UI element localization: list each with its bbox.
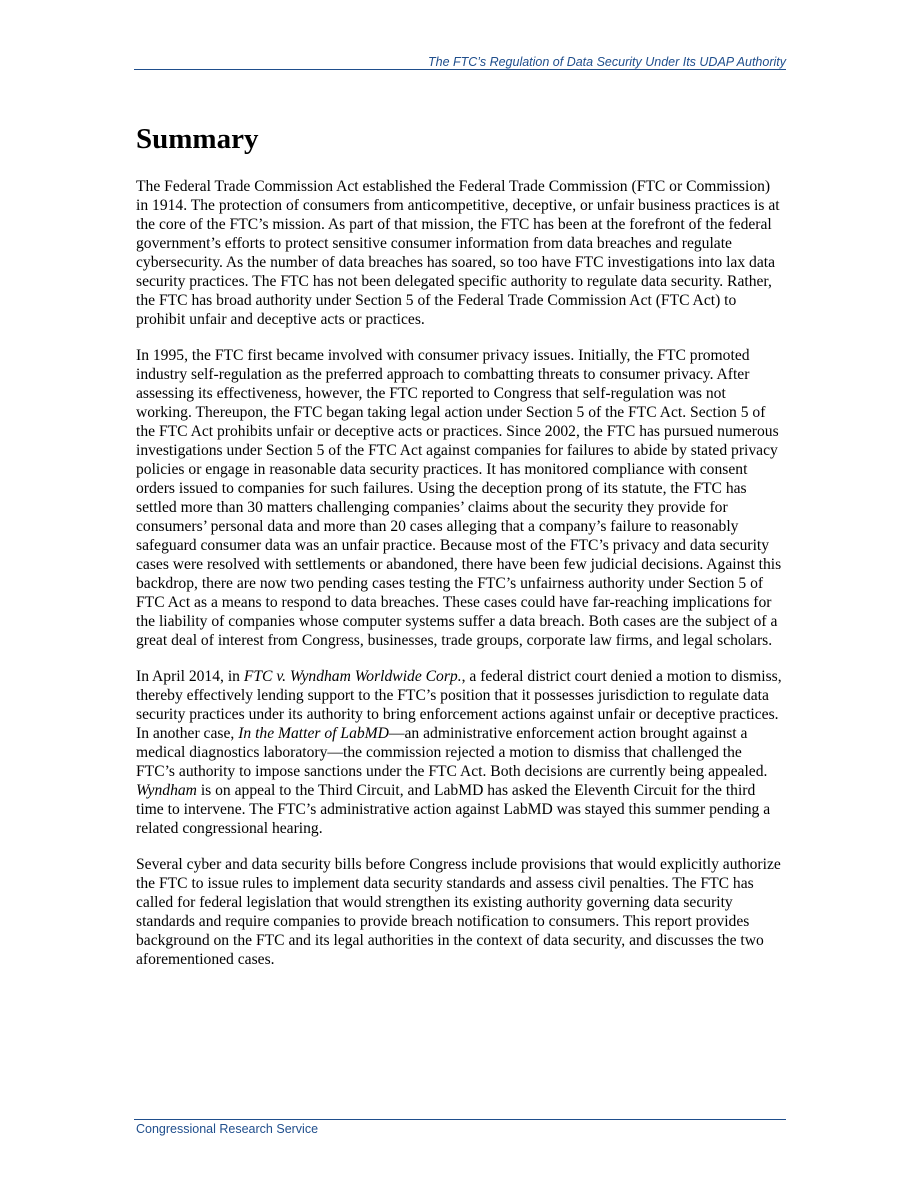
header-divider: [134, 69, 786, 70]
running-header: The FTC’s Regulation of Data Security Under Its UDAP Authority: [427, 55, 786, 69]
paragraph-2: In 1995, the FTC first became involved with consumer privacy issues. Initially, the FTC promoted industry self-regulation as the preferred approach to combatting threats to consumer privacy. After assessing its effectiveness, however, the FTC reported to Congress that self-regulation was not working. Thereupon, the FTC began taking legal action under Section 5 of the FTC Act. Section 5 of the FTC Act prohibits unfair or deceptive acts or practices. Since 2002, the FTC has pursued numerous investigations under Section 5 of the FTC Act against companies for failures to abide by stated privacy policies or engage in reasonable data security practices. It has monitored compliance with consent orders issued to companies for such failures. Using the deception prong of its statute, the FTC has settled more than 30 matters challenging companies’ claims about the security they provide for consumers’ personal data and more than 20 cases alleging that a company’s failure to reasonably safeguard consumer data was an unfair practice. Because most of the FTC’s privacy and data security cases were resolved with settlements or abandoned, there have been few judicial decisions. Against this backdrop, there are now two pending cases testing the FTC’s unfairness authority under Section 5 of FTC Act as a means to respond to data breaches. These cases could have far-reaching implications for the liability of companies whose computer systems suffer a data breach. Both cases are the subject of a great deal of interest from Congress, businesses, trade groups, corporate law firms, and legal scholars.: [136, 347, 782, 649]
case-citation-wyndham: Wyndham: [136, 782, 197, 799]
summary-body: [136, 177, 784, 986]
paragraph-3-text: In April 2014, in: [136, 668, 244, 685]
case-citation-labmd: In the Matter of LabMD: [238, 725, 389, 742]
footer-publisher: Congressional Research Service: [136, 1122, 319, 1136]
paragraph-3-text: —an administrative enforcement action brought against a medical diagnostics laboratory—the commission rejected a motion to dismiss that challenged the FTC’s authority to impose sanctions under the FTC Act. Both decisions are currently being appealed.: [136, 725, 768, 780]
paragraph-3: [136, 667, 784, 838]
paragraph-3-text: , a federal district court denied a motion to dismiss, thereby effectively lending support to the FTC’s position that it possesses jurisdiction to regulate data security practices under its authority to bring enforcement actions against unfair or deceptive practices. In another case,: [136, 668, 782, 742]
case-citation-wyndham-corp: FTC v. Wyndham Worldwide Corp.: [243, 668, 462, 685]
page-title: Summary: [136, 123, 259, 155]
paragraph-1: The Federal Trade Commission Act established the Federal Trade Commission (FTC or Commission) in 1914. The protection of consumers from anticompetitive, deceptive, or unfair business practices is at the core of the FTC’s mission. As part of that mission, the FTC has been at the forefront of the federal government’s efforts to protect sensitive consumer information from data breaches and regulate cybersecurity. As the number of data breaches has soared, so too have FTC investigations into lax data security practices. The FTC has not been delegated specific authority to regulate data security. Rather, the FTC has broad authority under Section 5 of the Federal Trade Commission Act (FTC Act) to prohibit unfair and deceptive acts or practices.: [136, 178, 780, 328]
paragraph-4: Several cyber and data security bills before Congress include provisions that would explicitly authorize the FTC to issue rules to implement data security standards and assess civil penalties. The FTC has called for federal legislation that would strengthen its existing authority governing data security standards and require companies to provide breach notification to consumers. This report provides background on the FTC and its legal authorities in the context of data security, and discusses the two aforementioned cases.: [136, 856, 781, 968]
paragraph-3-text: is on appeal to the Third Circuit, and LabMD has asked the Eleventh Circuit for the third time to intervene. The FTC’s administrative action against LabMD was stayed this summer pending a related congressional hearing.: [136, 782, 771, 837]
footer-divider: [134, 1119, 786, 1120]
